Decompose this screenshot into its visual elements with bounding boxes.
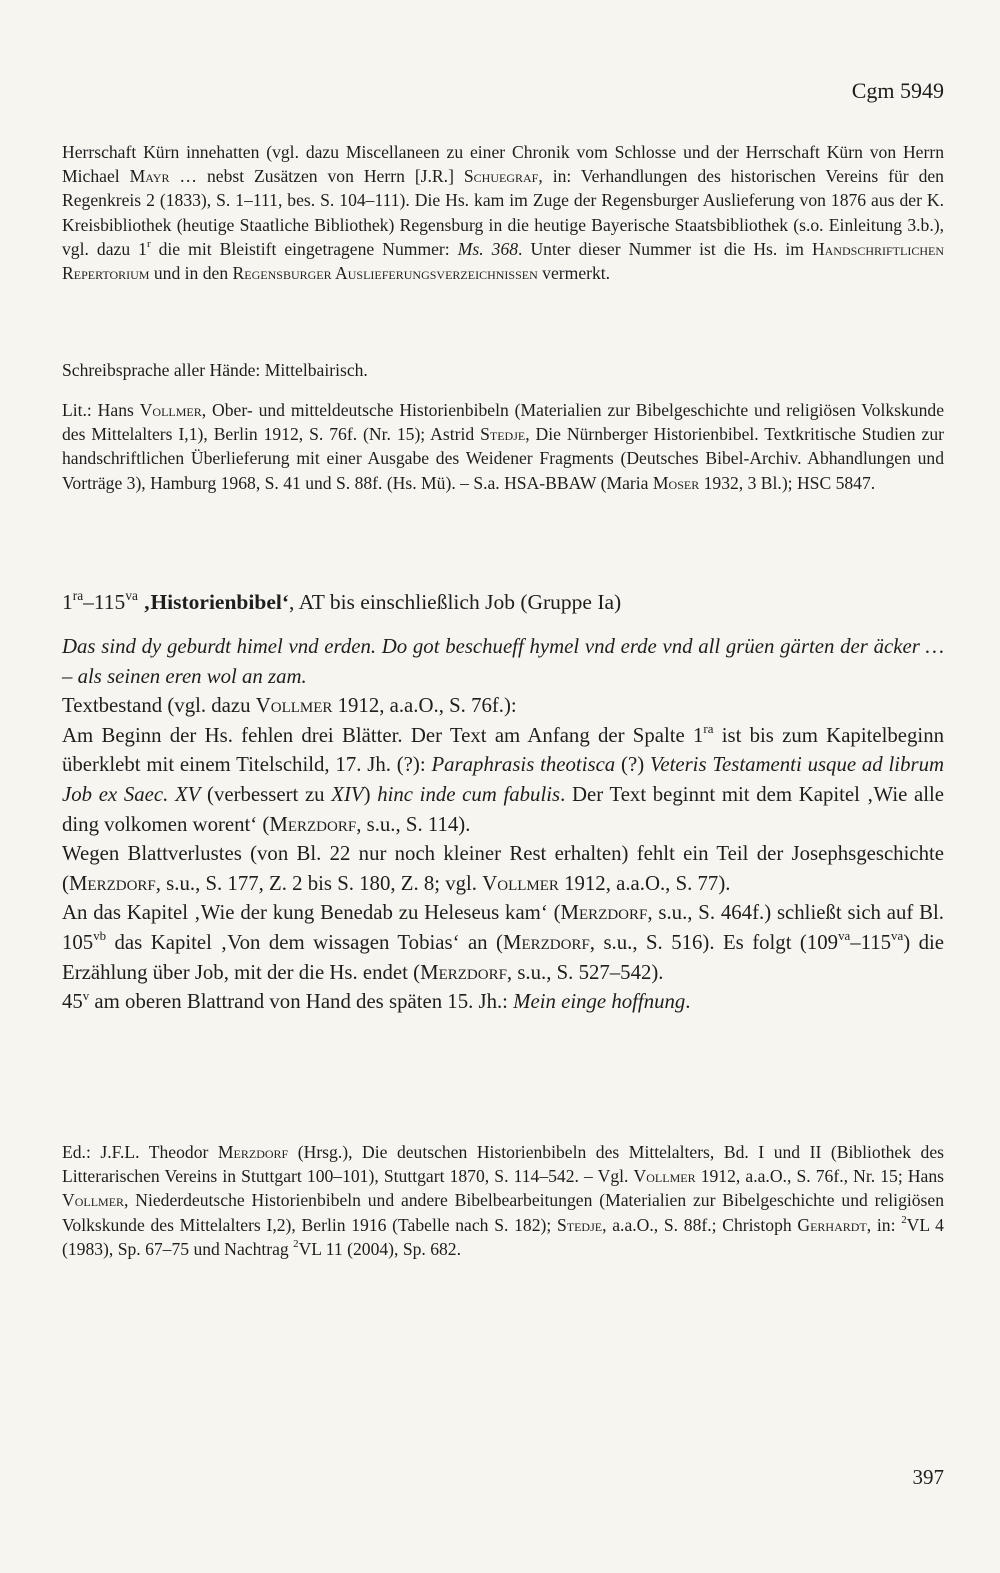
- edition-superscript: 2: [901, 1214, 907, 1227]
- text-run: , s.u., S. 464f.) schließt sich auf Bl. 105: [62, 901, 944, 954]
- text-run: , s.u., S. 114).: [356, 812, 471, 836]
- folio-superscript: va: [891, 929, 904, 944]
- author-name: Vollmer: [633, 1166, 696, 1187]
- author-name: Mayr: [129, 166, 170, 187]
- running-title: Cgm 5949: [851, 78, 944, 103]
- author-name: Stedje: [480, 424, 526, 445]
- author-name: Gerhardt: [797, 1214, 867, 1235]
- item-description: [62, 632, 944, 1017]
- author-name: Merzdorf: [269, 812, 357, 836]
- text-run: Wegen Blattverlustes (von Bl. 22 nur noch kleiner Rest erhalten) fehlt ein Teil der Josephsgeschichte (: [62, 842, 944, 895]
- text-run: die mit Bleistift eingetragene Nummer:: [150, 238, 458, 259]
- text-run: , in: Verhandlungen des historischen Vereins für den Regenkreis 2 (1833), S. 1–111, bes. S. 104–111). Die Hs. kam im Zuge der Regensburger Auslieferung von 1876 aus der K. Kreisbibliothek (heutige Staatliche Bibliothek) Regensburg in die heutige Bayerische Staatsbibliothek (s.o. Einleitung 3.b.), vgl. dazu 1: [62, 166, 944, 259]
- author-name: Vollmer: [255, 694, 333, 718]
- latin-title: Paraphrasis theotisca: [431, 753, 616, 777]
- folio-superscript: vb: [93, 929, 107, 944]
- text-run: am oberen Blattrand von Hand des späten 15. Jh.:: [89, 990, 514, 1014]
- text-run: ): [363, 782, 378, 806]
- folio-superscript: va: [125, 588, 138, 604]
- description-paragraph-1: [62, 721, 944, 839]
- text-run: , s.u., S. 516). Es folgt (109: [589, 930, 839, 954]
- inscription: Mein einge hoffnung: [513, 990, 686, 1014]
- text-run: (?): [615, 753, 650, 777]
- provenance-paragraph: [62, 140, 944, 285]
- edition-superscript: 2: [293, 1238, 299, 1251]
- description-paragraph-2: [62, 839, 944, 898]
- text-run: 1932, 3 Bl.); HSC 5847.: [699, 472, 876, 493]
- text-run: 1912, a.a.O., S. 76f., Nr. 15; Hans: [695, 1166, 945, 1187]
- author-name: Merzdorf: [560, 901, 648, 925]
- author-name: Merzdorf: [420, 960, 507, 984]
- item-heading: [62, 587, 944, 617]
- folio-superscript: v: [82, 988, 90, 1003]
- folio-superscript: va: [838, 929, 851, 944]
- text-run: (verbessert zu: [200, 782, 332, 806]
- incipit-text: Das sind dy geburdt himel vnd erden. Do got beschueff hymel vnd erde vnd all grüen gärten der äcker … – als seinen eren wol an zam.: [62, 635, 944, 688]
- text-run: .: [685, 990, 691, 1014]
- text-run: , a.a.O., S. 88f.; Christoph: [602, 1214, 798, 1235]
- author-name: Vollmer: [139, 400, 202, 420]
- text-run: , Ober- und mitteldeutsche Historienbibeln (Materialien zur Bibelgeschichte und religiösen Volkskunde des Mittelalters I,1), Berlin 1912, S. 76f. (Nr. 15); Astrid: [62, 400, 944, 445]
- text-run: 1912, a.a.O., S. 77).: [558, 871, 731, 895]
- text-run: An das Kapitel ‚Wie der kung Benedab zu Heleseus kam‘ (: [62, 901, 561, 925]
- text-run: VL 4 (1983), Sp. 67–75 und Nachtrag: [62, 1214, 944, 1259]
- text-run: , in:: [866, 1214, 902, 1235]
- text-run: . Der Text beginnt mit dem Kapitel ‚Wie alle ding volkomen worent‘ (: [62, 782, 945, 836]
- source-title: Handschriftlichen Repertorium: [62, 238, 944, 284]
- author-name: Vollmer: [482, 871, 559, 895]
- document-page: [62, 0, 944, 1573]
- source-title: Regensburger Auslieferungsverzeichnissen: [232, 263, 538, 284]
- text-run: , s.u., S. 177, Z. 2 bis S. 180, Z. 8; vgl.: [155, 871, 483, 895]
- text-run: , s.u., S. 527–542).: [506, 960, 664, 984]
- text-run: ) die Erzählung über Job, mit der die Hs. endet (: [62, 930, 944, 984]
- author-name: Stedje: [556, 1214, 603, 1235]
- text-run: Am Beginn der Hs. fehlen drei Blätter. Der Text am Anfang der Spalte 1: [62, 723, 704, 747]
- text-run: Lit.: Hans: [62, 400, 140, 420]
- author-name: Schuegraf: [463, 166, 539, 187]
- textbestand-heading: [62, 691, 944, 721]
- text-run: … nebst Zusätzen von Herrn [J.R.]: [169, 166, 464, 187]
- text-run: 45: [62, 990, 83, 1014]
- text-run: Textbestand (vgl. dazu: [62, 694, 256, 718]
- shelfmark: Ms. 368: [457, 238, 519, 259]
- text-run: Herrschaft Kürn innehatten (vgl. dazu Miscellaneen zu einer Chronik vom Schlosse und der Herrschaft Kürn von Herrn Michael: [62, 142, 944, 187]
- text-run: . Unter dieser Nummer ist die Hs. im: [518, 238, 812, 259]
- author-name: Moser: [652, 472, 700, 493]
- text-run: ist bis zum Kapitelbeginn überklebt mit einem Titelschild, 17. Jh. (?):: [62, 723, 944, 777]
- literature-paragraph: [62, 398, 944, 495]
- text-run: , Die Nürnberger Historienbibel. Textkritische Studien zur handschriftlichen Überlieferung mit einer Ausgabe des Weidener Fragments (Deutsches Bibel-Archiv. Abhandlungen und Vorträge 3), Hamburg 1968, S. 41 und S. 88f. (Hs. Mü). – S.a. HSA-BBAW (Maria: [62, 424, 944, 493]
- description-paragraph-4: [62, 987, 944, 1017]
- text-run: das Kapitel ‚Von dem wissagen Tobias‘ an (: [106, 930, 503, 954]
- latin-title: XIV: [331, 782, 364, 806]
- description-paragraph-3: [62, 898, 944, 987]
- edition-paragraph: [62, 1140, 944, 1261]
- text-run: Ed.: J.F.L. Theodor: [62, 1142, 218, 1162]
- item-title: ‚Historienbibel‘: [137, 590, 289, 614]
- text-run: 1912, a.a.O., S. 76f.):: [332, 694, 517, 718]
- text-run: VL 11 (2004), Sp. 682.: [298, 1238, 461, 1259]
- text-run: 1: [62, 590, 73, 614]
- folio-superscript: r: [146, 238, 151, 251]
- text-run: vermerkt.: [537, 263, 611, 284]
- page-number: 397: [912, 1465, 944, 1489]
- folio-superscript: ra: [703, 722, 714, 737]
- text-run: , Niederdeutsche Historienbibeln und andere Bibelbearbeitungen (Materialien zur Bibelgeschichte und religiösen Volkskunde des Mittelalters I,2), Berlin 1916 (Tabelle nach S. 182);: [62, 1190, 944, 1235]
- folio-superscript: ra: [72, 588, 84, 604]
- author-name: Merzdorf: [217, 1142, 289, 1162]
- author-name: Merzdorf: [502, 930, 590, 954]
- text-run: –115: [850, 930, 892, 954]
- incipit: [62, 632, 944, 691]
- text-run: –115: [83, 590, 126, 614]
- text-run: (Hrsg.), Die deutschen Historienbibeln des Mittelalters, Bd. I und II (Bibliothek des Litterarischen Vereins in Stuttgart 100–101), Stuttgart 1870, S. 114–542. – Vgl.: [62, 1142, 944, 1187]
- latin-title: Veteris Testamenti usque ad librum Job ex Saec. XV: [62, 753, 944, 806]
- language-paragraph: Schreibsprache aller Hände: Mittelbairisch.: [62, 360, 368, 380]
- text-run: , AT bis einschließlich Job (Gruppe Ia): [289, 590, 622, 614]
- author-name: Vollmer: [62, 1190, 125, 1211]
- text-run: und in den: [149, 263, 233, 284]
- latin-title: hinc inde cum fabulis: [377, 782, 561, 806]
- author-name: Merzdorf: [68, 871, 156, 895]
